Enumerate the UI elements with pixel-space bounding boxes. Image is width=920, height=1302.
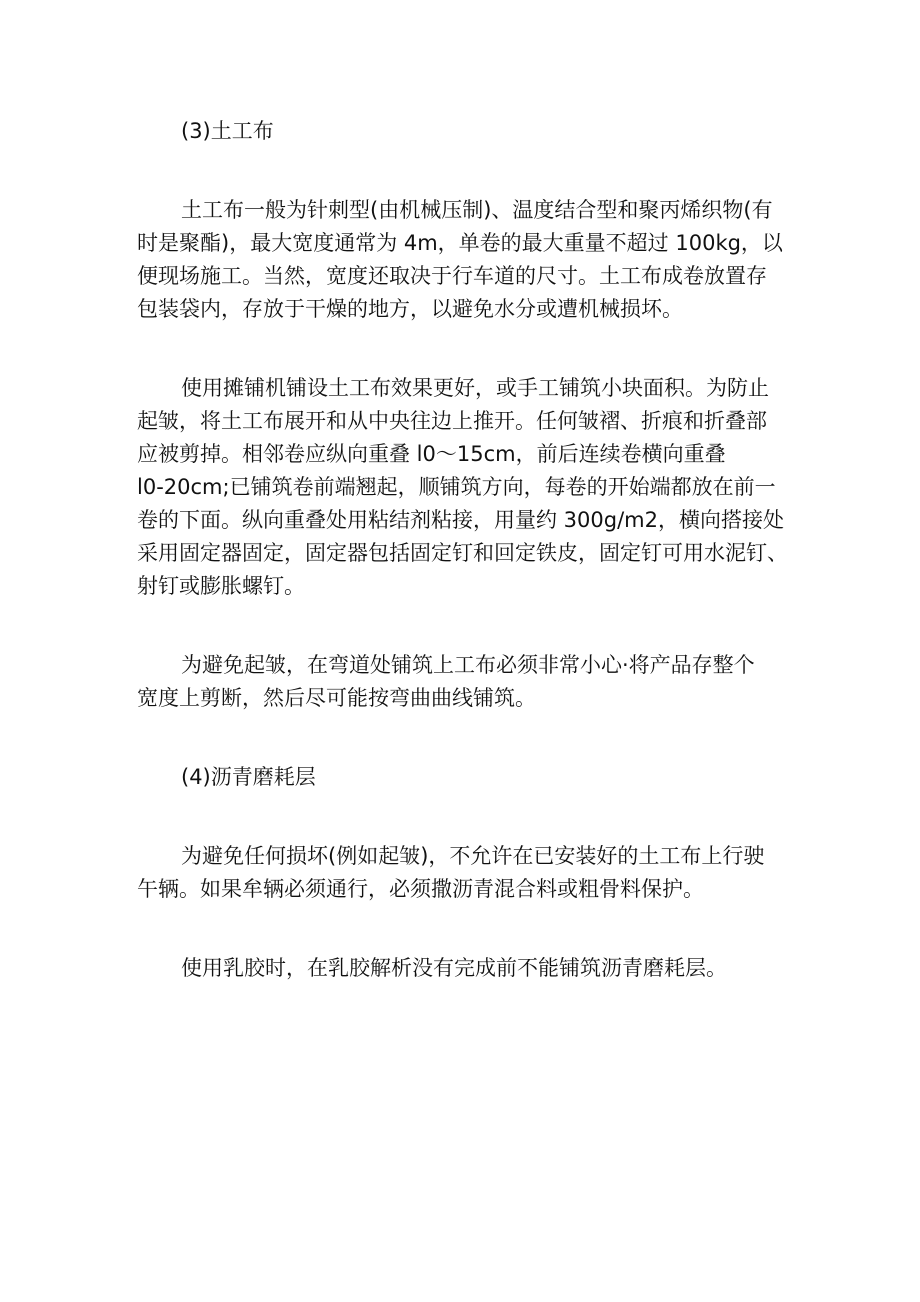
paragraph-gap [137, 906, 787, 952]
paragraph-gap [137, 326, 787, 372]
text-line: 时是聚酯)，最大宽度通常为 4m，单卷的最大重量不超过 100kg，以 [137, 231, 783, 255]
paragraph-laying-method [137, 372, 787, 603]
text-line: 土工布一般为针刺型(由机械压制)、温度结合型和聚丙烯织物(有 [181, 198, 773, 222]
text-line: 起皱，将土工布展开和从中央往边上推开。任何皱褶、折痕和折叠部 [137, 409, 767, 433]
text-line: l0-20cm;已铺筑卷前端翘起，顺铺筑方向，每卷的开始端都放在前一 [137, 475, 776, 499]
text-line: 包装袋内，存放于干燥的地方，以避免水分或遭机械损坏。 [137, 297, 683, 321]
text-line: 射钉或膨胀螺钉。 [137, 574, 305, 598]
document-body [137, 115, 787, 985]
text-line: 为避免起皱，在弯道处铺筑上工布必须非常小心·将产品存整个 [181, 653, 755, 677]
text-line: 使用乳胶时，在乳胶解析没有完成前不能铺筑沥青磨耗层。 [181, 956, 727, 980]
text-line: 采用固定器固定，固定器包括固定钉和回定铁皮，固定钉可用水泥钉、 [137, 541, 788, 565]
paragraph-no-vehicles [137, 840, 787, 906]
paragraph-gap [137, 603, 787, 649]
paragraph-latex [137, 952, 787, 985]
text-line: 使用摊铺机铺设土工布效果更好，或手工铺筑小块面积。为防止 [181, 376, 769, 400]
text-line: 便现场施工。当然，宽度还取决于行车道的尺寸。土工布成卷放置存 [137, 264, 767, 288]
section-heading-3: (3)土工布 [181, 119, 274, 143]
text-line: 为避免任何损坏(例如起皱)，不允许在已安装好的土工布上行驶 [181, 844, 765, 868]
text-line: 午辆。如果牟辆必须通行，必须撒沥青混合料或粗骨料保护。 [137, 877, 704, 901]
paragraph-geotextile-types [137, 194, 787, 326]
paragraph-gap [137, 148, 787, 194]
text-line: 卷的下面。纵向重叠处用粘结剂粘接，用量约 300g/m2，横向搭接处 [137, 508, 784, 532]
paragraph-gap [137, 794, 787, 840]
section-heading-4: (4)沥青磨耗层 [181, 765, 316, 789]
text-line: 应被剪掉。相邻卷应纵向重叠 l0～15cm，前后连续卷横向重叠 [137, 442, 726, 466]
text-line: 宽度上剪断，然后尽可能按弯曲曲线铺筑。 [137, 686, 536, 710]
paragraph-curves [137, 649, 787, 715]
paragraph-gap [137, 715, 787, 761]
